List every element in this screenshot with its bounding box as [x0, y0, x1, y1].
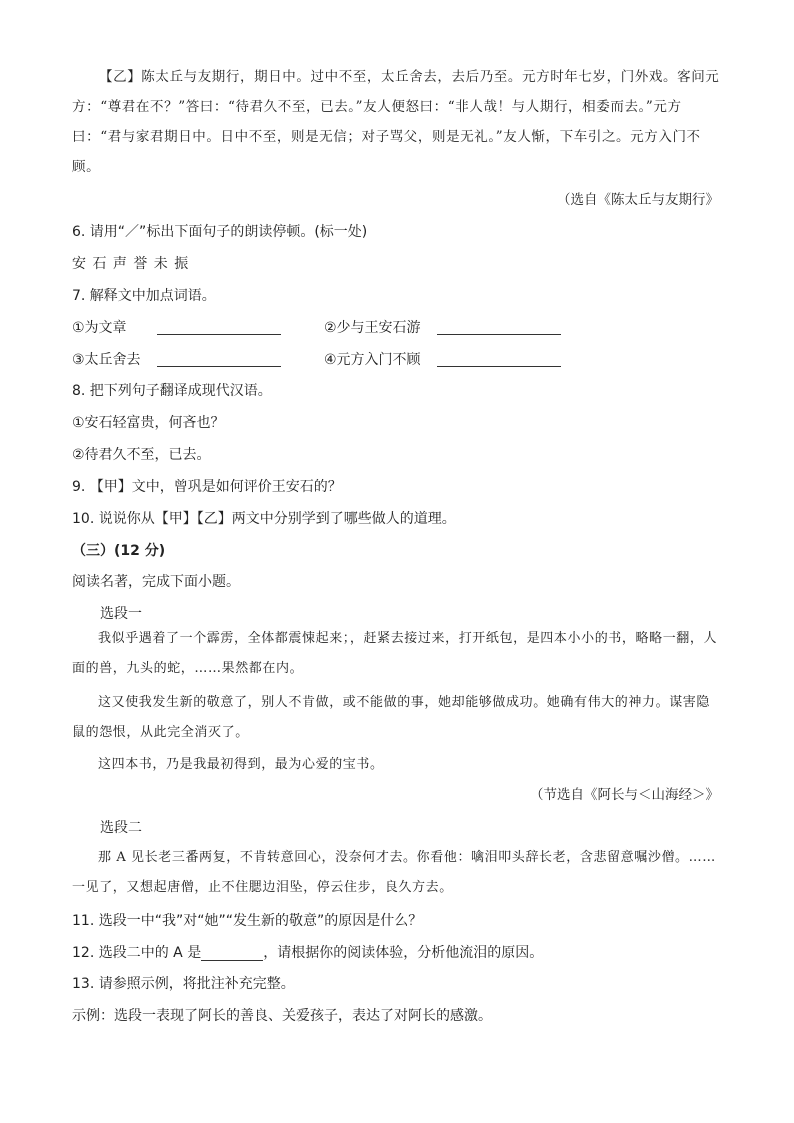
- excerpt-1-source: （节选自《阿长与＜山海经＞》: [530, 787, 719, 803]
- q7-item-4: ④元方入门不顾: [324, 352, 421, 368]
- excerpt-1-paragraph-3: 这四本书，乃是我最初得到，最为心爱的宝书。: [98, 757, 384, 772]
- excerpt-1-paragraph-2: 这又使我发生新的敬意了，别人不肯做，或不能做的事，她却能够做成功。她确有伟大的神力。谋害隐鼠的怨恨，从此完全消灭了。: [72, 695, 711, 740]
- excerpt-1-paragraph-1: 我似乎遇着了一个霹雳，全体都震悚起来；，赶紧去接过来，打开纸包，是四本小小的书，略略一翻，人面的兽，九头的蛇，……果然都在内。: [72, 631, 718, 676]
- question-11: 11. 选段一中“我”对“她”“发生新的敬意”的原因是什么？: [72, 913, 423, 929]
- section-3-heading: （三）(12 分): [72, 543, 166, 559]
- q7-item-1: ①为文章: [72, 320, 127, 336]
- q8-item-1: ①安石轻富贵，何吝也？: [72, 415, 225, 431]
- q7-answer-blank-1[interactable]: [157, 320, 281, 335]
- q7-answer-blank-2[interactable]: [437, 320, 561, 335]
- yi-passage: 【乙】陈太丘与友期行，期日中。过中不至，太丘舍去，去后乃至。元方时年七岁，门外戏。客问元方：“尊君在不？”答曰：“待君久不至，已去。”友人便怒曰：“非人哉！与人期行，相委而去。”元方曰：“君与家君期日中。日中不至，则是无信；对子骂父，则是无礼。”友人惭，下车引之。元方入门不顾。: [72, 69, 720, 175]
- question-7: 7. 解释文中加点词语。: [72, 288, 216, 304]
- q7-item-2: ②少与王安石游: [324, 320, 421, 336]
- section-3-instruction: 阅读名著，完成下面小题。: [72, 574, 240, 590]
- q7-item-3: ③太丘舍去: [72, 352, 141, 368]
- question-8: 8. 把下列句子翻译成现代汉语。: [72, 383, 272, 399]
- q7-answer-blank-4[interactable]: [437, 352, 561, 367]
- question-6-sentence: 安 石 声 誉 未 振: [72, 256, 190, 272]
- q13-example: 示例：选段一表现了阿长的善良、关爱孩子，表达了对阿长的感激。: [72, 1008, 492, 1024]
- question-10: 10. 说说你从【甲】【乙】两文中分别学到了哪些做人的道理。: [72, 511, 456, 527]
- question-6: 6. 请用“／”标出下面句子的朗读停顿。(标一处): [72, 224, 368, 240]
- question-12: 12. 选段二中的 A 是 ，请根据你的阅读体验，分析他流泪的原因。: [72, 945, 544, 961]
- yi-source: （选自《陈太丘与友期行》: [557, 192, 719, 208]
- q12-answer-blank[interactable]: [201, 946, 263, 961]
- question-13: 13. 请参照示例，将批注补充完整。: [72, 976, 295, 992]
- q7-answer-blank-3[interactable]: [157, 352, 281, 367]
- question-9: 9. 【甲】文中，曾巩是如何评价王安石的？: [72, 479, 342, 495]
- excerpt-1-label: 选段一: [100, 606, 142, 622]
- excerpt-2-paragraph-1: 那 A 见长老三番两复，不肯转意回心，没奈何才去。你看他：噙泪叩头辞长老，含悲留意嘱沙僧。……一见了，又想起唐僧，止不住腮边泪坠，停云住步，良久方去。: [72, 850, 716, 895]
- excerpt-2-label: 选段二: [100, 820, 142, 836]
- q8-item-2: ②待君久不至，已去。: [72, 447, 211, 463]
